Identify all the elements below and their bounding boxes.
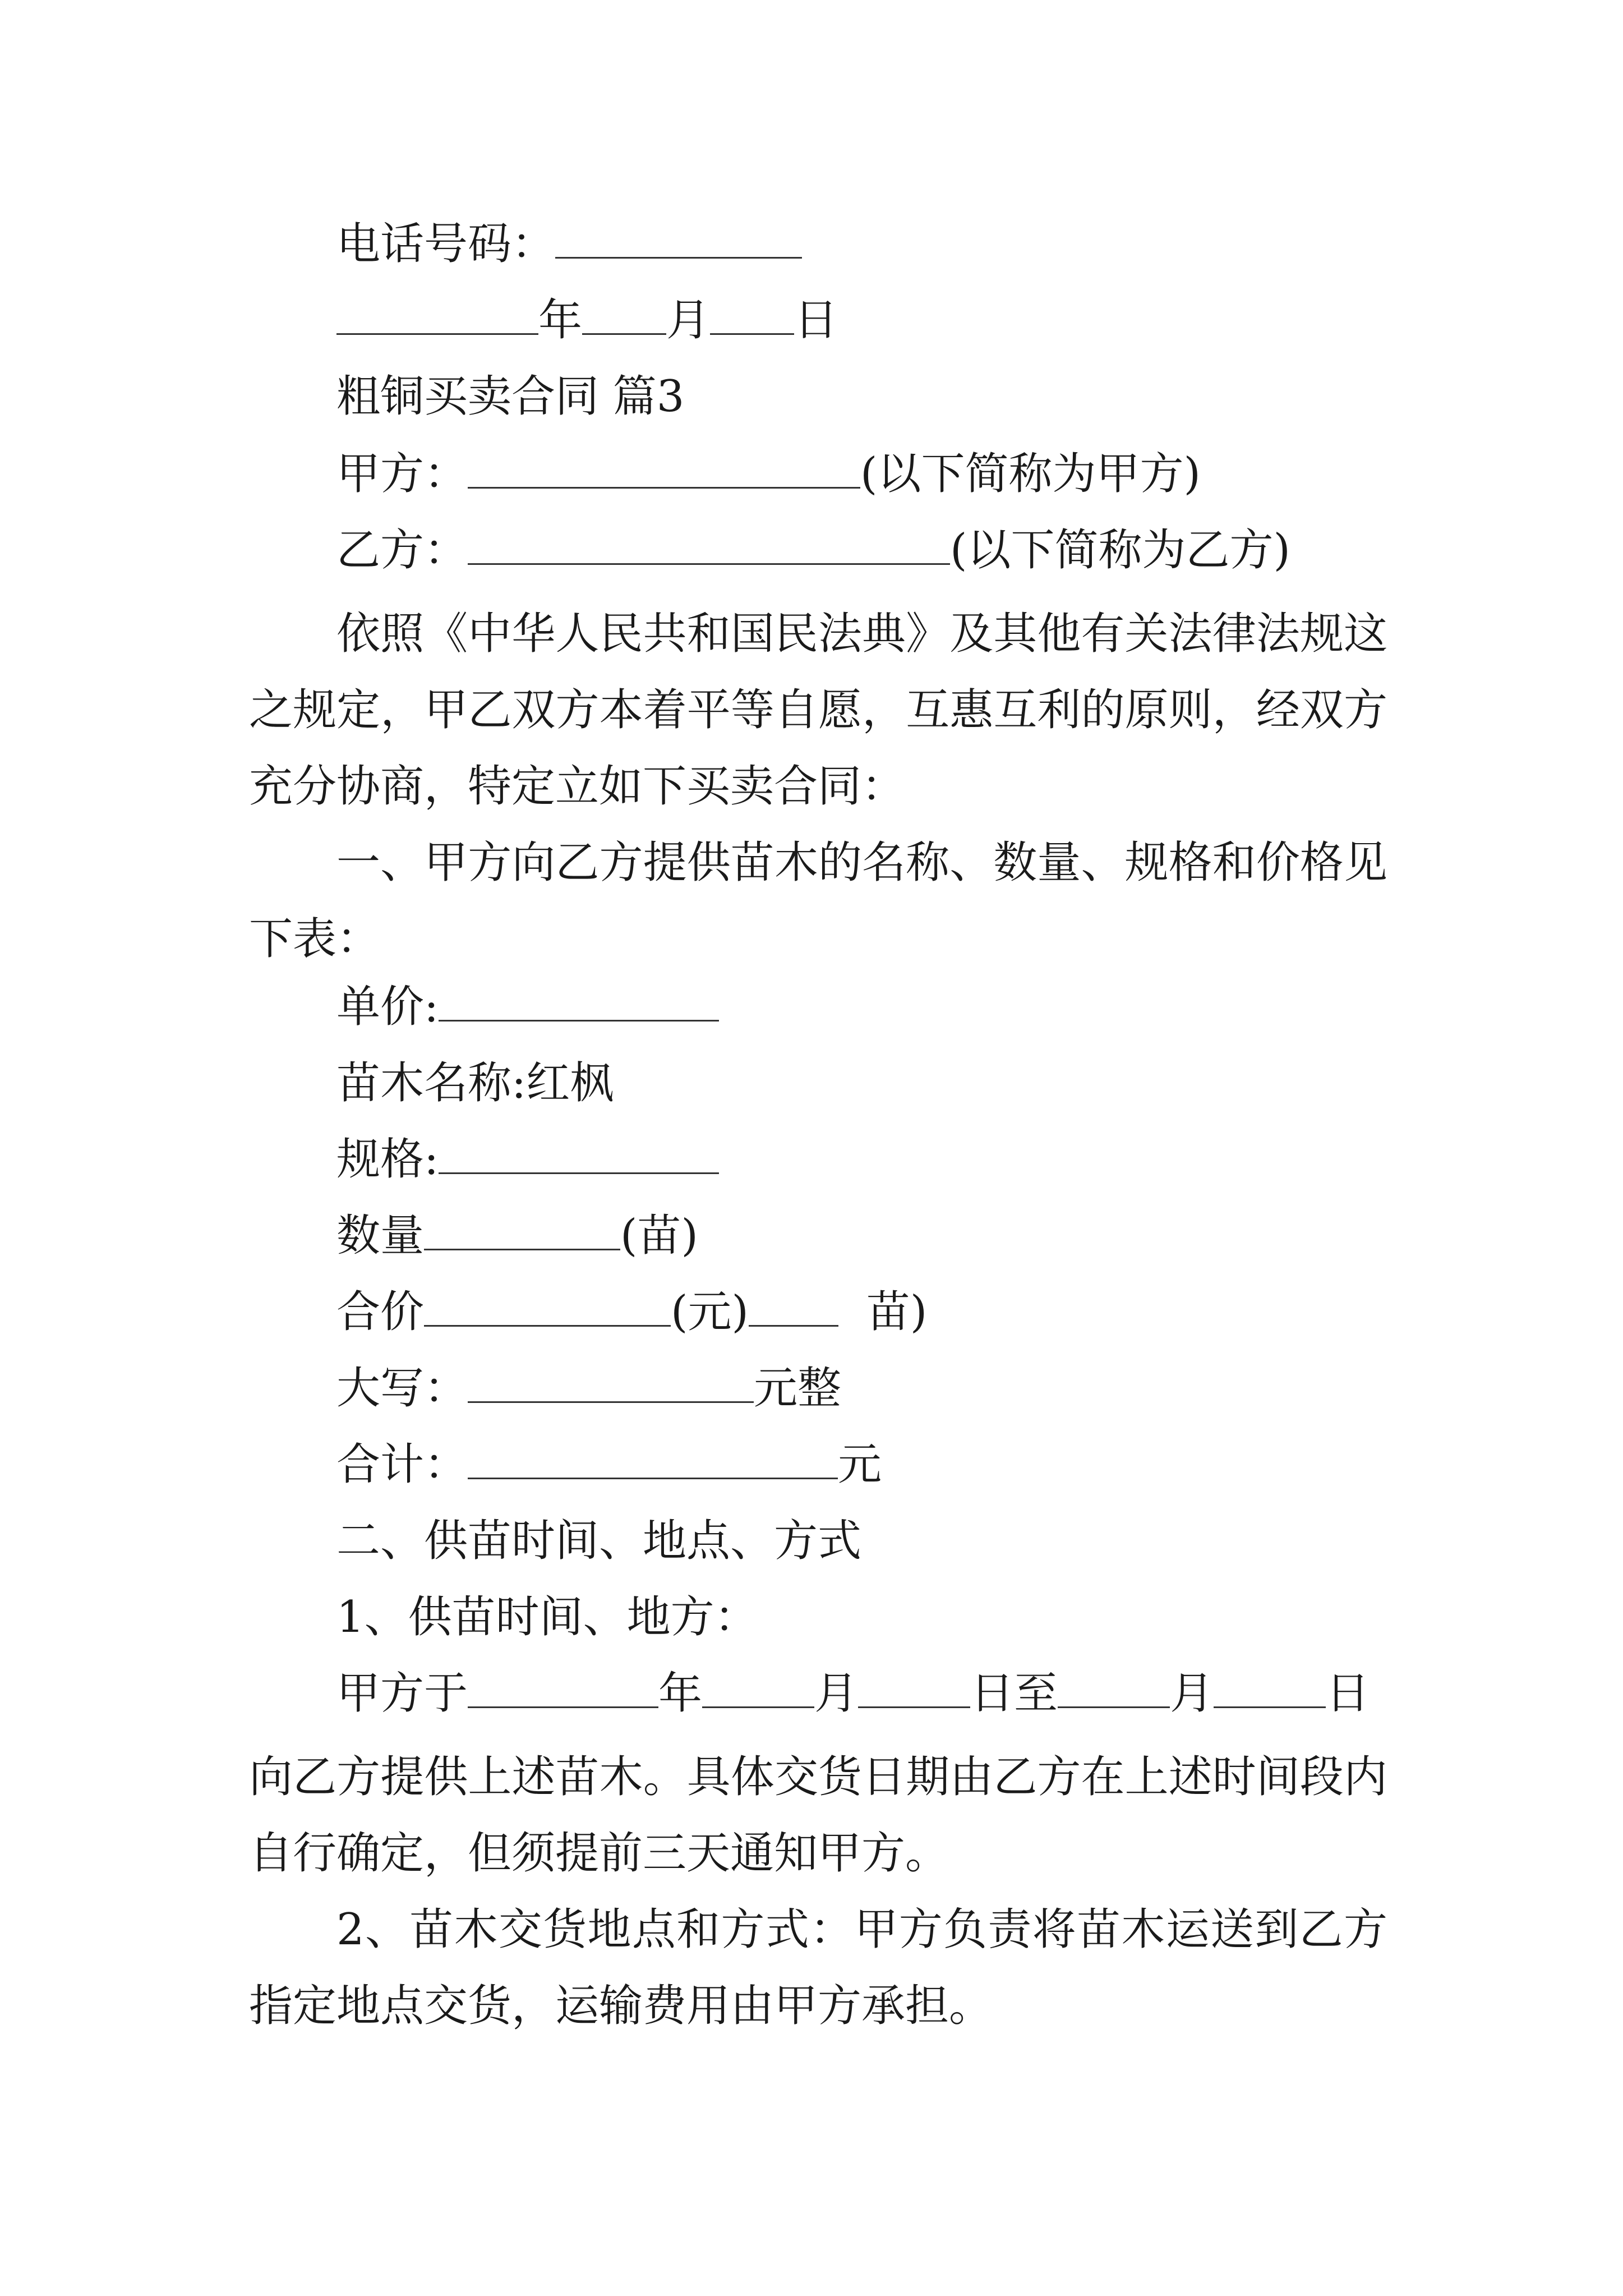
capital-suffix: 元整 bbox=[754, 1363, 842, 1414]
phone-blank bbox=[555, 218, 802, 259]
capital-line bbox=[336, 1358, 841, 1419]
supply-month-label: 月 bbox=[814, 1668, 859, 1719]
party-b-line bbox=[336, 519, 1290, 581]
spec-label: 规格: bbox=[336, 1134, 439, 1185]
total-price-line bbox=[336, 1281, 927, 1343]
sum-blank bbox=[468, 1438, 838, 1479]
supply-prefix: 甲方于 bbox=[336, 1668, 468, 1719]
total-price-tail: 苗) bbox=[866, 1287, 928, 1337]
sum-line bbox=[336, 1434, 882, 1496]
total-price-label: 合价 bbox=[336, 1287, 425, 1337]
total-price-unit: (元) bbox=[671, 1287, 749, 1337]
sum-label: 合计： bbox=[336, 1439, 468, 1490]
party-b-note: (以下简称为乙方) bbox=[950, 525, 1290, 576]
sum-suffix: 元 bbox=[838, 1439, 882, 1490]
supply-month-blank bbox=[702, 1667, 814, 1708]
unit-price-line bbox=[336, 976, 719, 1038]
supply-day-blank bbox=[858, 1667, 970, 1708]
supply-day-to-label: 日至 bbox=[970, 1668, 1058, 1719]
intro-paragraph: 依照《中华人民共和国民法典》及其他有关法律法规这之规定，甲乙双方本着平等自愿，互惠互利的原则，经双方充分协商，特定立如下买卖合同： bbox=[249, 609, 1387, 812]
supply-day2-label: 日 bbox=[1326, 1668, 1370, 1719]
quantity-line bbox=[336, 1205, 698, 1267]
seedling-name-label: 苗木名称: bbox=[336, 1058, 527, 1108]
date-line bbox=[336, 289, 838, 351]
day-blank bbox=[710, 294, 794, 335]
party-a-label: 甲方： bbox=[336, 449, 468, 499]
year-blank bbox=[336, 294, 538, 335]
unit-price-blank bbox=[439, 981, 719, 1022]
phone-label: 电话号码： bbox=[336, 219, 556, 269]
total-price-blank bbox=[424, 1286, 671, 1327]
party-b-blank bbox=[468, 524, 950, 565]
capital-blank bbox=[468, 1362, 754, 1403]
spec-blank bbox=[439, 1133, 719, 1174]
quantity-blank bbox=[424, 1209, 620, 1250]
seedling-name-line bbox=[336, 1052, 614, 1114]
contract-heading: 粗铜买卖合同 篇3 bbox=[336, 371, 685, 422]
supply-month2-blank bbox=[1058, 1667, 1170, 1708]
party-a-line bbox=[336, 443, 1201, 505]
supply-year-label: 年 bbox=[658, 1668, 703, 1719]
supply-period-continuation: 向乙方提供上述苗木。具体交货日期由乙方在上述时间段内自行确定，但须提前三天通知甲方。 bbox=[249, 1752, 1387, 1879]
month-blank bbox=[582, 294, 666, 335]
unit-price-label: 单价: bbox=[336, 982, 439, 1032]
quantity-label: 数量 bbox=[336, 1211, 425, 1261]
clause-2-2: 2、苗木交货地点和方式：甲方负责将苗木运送到乙方指定地点交货，运输费用由甲方承担。 bbox=[249, 1904, 1387, 2031]
clause-2: 二、供苗时间、地点、方式 bbox=[336, 1516, 862, 1566]
seedling-name-value: 红枫 bbox=[526, 1058, 614, 1108]
phone-line bbox=[336, 213, 802, 275]
party-b-label: 乙方： bbox=[336, 525, 468, 576]
quantity-unit: (苗) bbox=[620, 1211, 698, 1261]
total-price-blank-2 bbox=[749, 1286, 838, 1327]
supply-day2-blank bbox=[1214, 1667, 1326, 1708]
supply-period-line bbox=[336, 1663, 1370, 1724]
clause-1: 一、甲方向乙方提供苗木的名称、数量、规格和价格见下表： bbox=[249, 838, 1387, 964]
party-a-note: (以下简称为甲方) bbox=[860, 449, 1201, 499]
year-label: 年 bbox=[538, 295, 583, 346]
month-label: 月 bbox=[666, 295, 711, 346]
spec-line bbox=[336, 1129, 719, 1190]
clause-2-1: 1、供苗时间、地方： bbox=[336, 1592, 758, 1642]
day-label: 日 bbox=[794, 295, 838, 346]
capital-label: 大写： bbox=[336, 1363, 468, 1414]
supply-month2-label: 月 bbox=[1170, 1668, 1214, 1719]
party-a-blank bbox=[468, 448, 860, 489]
supply-year-blank bbox=[468, 1667, 658, 1708]
